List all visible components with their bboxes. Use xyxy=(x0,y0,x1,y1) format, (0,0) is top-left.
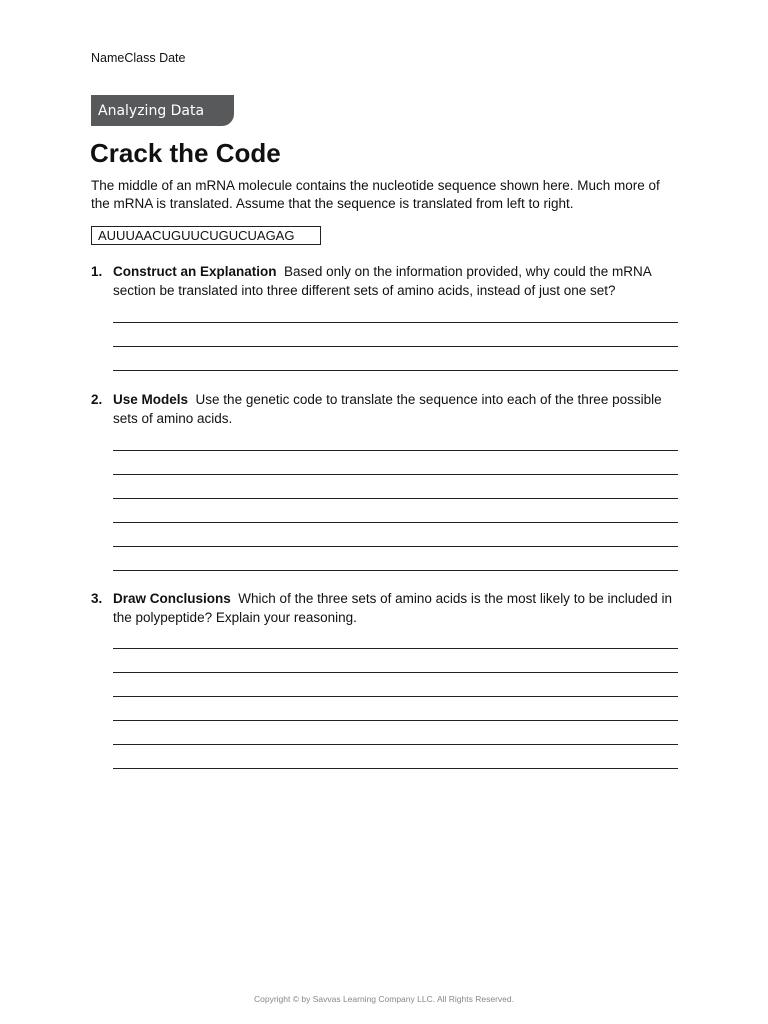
question-heading: Draw Conclusions xyxy=(113,591,231,606)
page-title: Crack the Code xyxy=(90,138,281,168)
answer-line[interactable] xyxy=(113,744,678,745)
answer-line[interactable] xyxy=(113,522,678,523)
question-number: 2. xyxy=(91,392,103,407)
copyright-footer: Copyright © by Savvas Learning Company LLC. All Rights Reserved. xyxy=(254,994,514,1004)
answer-line[interactable] xyxy=(113,370,678,371)
question-text: Which of the three sets of amino acids is the most likely to be included in the polypeptide? Explain your reasoning. xyxy=(113,591,673,625)
question-heading: Use Models xyxy=(113,392,189,407)
answer-line[interactable] xyxy=(113,720,678,721)
answer-line[interactable] xyxy=(113,768,678,769)
question-3 xyxy=(91,589,681,627)
question-1 xyxy=(91,262,681,300)
section-banner-label: Analyzing Data xyxy=(98,102,205,119)
answer-line[interactable] xyxy=(113,450,678,451)
answer-line[interactable] xyxy=(113,498,678,499)
name-class-date-header: NameClass Date xyxy=(91,51,186,65)
mrna-sequence-box: AUUUAACUGUUCUGUCUAGAG xyxy=(91,226,321,245)
question-number: 1. xyxy=(91,264,103,279)
question-text: Use the genetic code to translate the sequence into each of the three possible sets of amino acids. xyxy=(113,392,662,426)
answer-line[interactable] xyxy=(113,570,678,571)
question-heading: Construct an Explanation xyxy=(113,264,277,279)
question-text: Based only on the information provided, why could the mRNA section be translated into three different sets of amino acids, instead of just one set? xyxy=(113,264,651,298)
answer-line[interactable] xyxy=(113,322,678,323)
answer-line[interactable] xyxy=(113,672,678,673)
answer-line[interactable] xyxy=(113,696,678,697)
answer-line[interactable] xyxy=(113,346,678,347)
answer-line[interactable] xyxy=(113,546,678,547)
question-2 xyxy=(91,390,681,428)
section-banner xyxy=(91,95,234,126)
answer-line[interactable] xyxy=(113,648,678,649)
answer-line[interactable] xyxy=(113,474,678,475)
intro-paragraph: The middle of an mRNA molecule contains the nucleotide sequence shown here. Much more of the mRNA is translated. Assume that the sequence is translated from left to right. xyxy=(91,178,660,211)
question-number: 3. xyxy=(91,591,103,606)
